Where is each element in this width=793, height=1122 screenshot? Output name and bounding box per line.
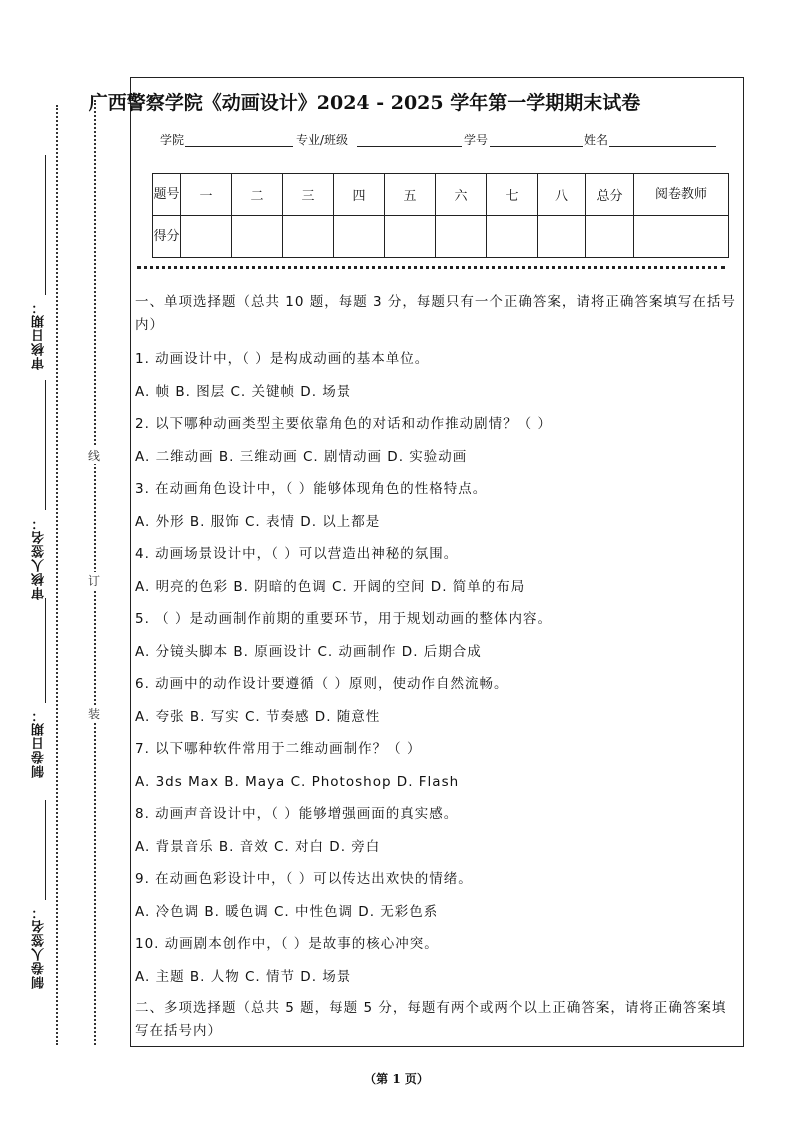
binding-char-bind: 订	[88, 574, 101, 588]
paper-maker-signature-line	[45, 800, 46, 900]
question-7-options: A. 3ds Max B. Maya C. Photoshop D. Flash	[135, 773, 460, 790]
question-1-options: A. 帧 B. 图层 C. 关键帧 D. 场景	[135, 383, 352, 400]
reviewer-signature-label: 审核人签名：	[32, 516, 47, 600]
name-label: 姓名	[584, 133, 609, 147]
review-date-label: 审核日期：	[32, 300, 47, 370]
page-number: （第 1 页）	[364, 1072, 429, 1086]
score-cell-5[interactable]	[385, 216, 436, 258]
question-1: 1. 动画设计中，（ ）是构成动画的基本单位。	[135, 351, 430, 367]
score-table	[152, 173, 729, 258]
column-1: 一	[181, 174, 232, 216]
binding-dotted-line-outer	[56, 105, 58, 1045]
name-field[interactable]	[609, 146, 716, 147]
major-class-label: 专业/班级	[296, 133, 349, 147]
grader-header: 阅卷教师	[634, 174, 729, 216]
column-2: 二	[232, 174, 283, 216]
question-5-options: A. 分镜头脚本 B. 原画设计 C. 动画制作 D. 后期合成	[135, 643, 482, 660]
score-cell-1[interactable]	[181, 216, 232, 258]
question-number-header: 题号	[153, 174, 181, 216]
question-8-options: A. 背景音乐 B. 音效 C. 对白 D. 旁白	[135, 838, 381, 855]
review-date-line	[45, 155, 46, 295]
major-class-field[interactable]	[357, 146, 462, 147]
score-table-score-row	[153, 216, 729, 258]
question-8: 8. 动画声音设计中，（ ）能够增强画面的真实感。	[135, 806, 459, 822]
question-7: 7. 以下哪种软件常用于二维动画制作？（ ）	[135, 741, 422, 757]
reviewer-signature-line	[45, 380, 46, 510]
question-5: 5. （ ）是动画制作前期的重要环节，用于规划动画的整体内容。	[135, 611, 552, 627]
score-cell-7[interactable]	[487, 216, 538, 258]
score-cell-4[interactable]	[334, 216, 385, 258]
question-4-options: A. 明亮的色彩 B. 阴暗的色调 C. 开阔的空间 D. 简单的布局	[135, 578, 526, 595]
exam-title: 广西警察学院《动画设计》2024 - 2025 学年第一学期期末试卷	[88, 92, 641, 114]
score-cell-2[interactable]	[232, 216, 283, 258]
question-4: 4. 动画场景设计中，（ ）可以营造出神秘的氛围。	[135, 546, 459, 562]
paper-date-line	[45, 598, 46, 703]
column-6: 六	[436, 174, 487, 216]
college-label: 学院	[160, 133, 185, 147]
paper-date-label: 制卷日期：	[32, 708, 47, 778]
column-3: 三	[283, 174, 334, 216]
question-9-options: A. 冷色调 B. 暖色调 C. 中性色调 D. 无彩色系	[135, 903, 439, 920]
paper-maker-signature-label: 制卷人签名：	[32, 905, 47, 989]
student-id-field[interactable]	[490, 146, 583, 147]
column-7: 七	[487, 174, 538, 216]
section-2-heading: 二、多项选择题（总共 5 题，每题 5 分，每题有两个或两个以上正确答案，请将正确答案填写在括号内）	[135, 1000, 727, 1039]
question-3-options: A. 外形 B. 服饰 C. 表情 D. 以上都是	[135, 513, 381, 530]
dotted-separator	[137, 266, 725, 269]
column-5: 五	[385, 174, 436, 216]
question-2-options: A. 二维动画 B. 三维动画 C. 剧情动画 D. 实验动画	[135, 448, 468, 465]
column-8: 八	[538, 174, 586, 216]
question-3: 3. 在动画角色设计中，（ ）能够体现角色的性格特点。	[135, 481, 488, 497]
score-cell-8[interactable]	[538, 216, 586, 258]
score-cell-6[interactable]	[436, 216, 487, 258]
score-cell-3[interactable]	[283, 216, 334, 258]
column-4: 四	[334, 174, 385, 216]
question-2: 2. 以下哪种动画类型主要依靠角色的对话和动作推动剧情？（ ）	[135, 416, 552, 432]
section-1-heading: 一、单项选择题（总共 10 题，每题 3 分，每题只有一个正确答案，请将正确答案填写在括号内）	[135, 294, 736, 333]
question-10-options: A. 主题 B. 人物 C. 情节 D. 场景	[135, 968, 352, 985]
question-6-options: A. 夸张 B. 写实 C. 节奏感 D. 随意性	[135, 708, 381, 725]
score-row-label: 得分	[153, 216, 181, 258]
college-field[interactable]	[185, 146, 293, 147]
student-id-label: 学号	[464, 133, 489, 147]
question-10: 10. 动画剧本创作中，（ ）是故事的核心冲突。	[135, 936, 439, 952]
question-6: 6. 动画中的动作设计要遵循（ ）原则，使动作自然流畅。	[135, 676, 509, 692]
score-table-header-row	[153, 174, 729, 216]
binding-char-install: 装	[88, 707, 101, 721]
score-cell-total[interactable]	[586, 216, 634, 258]
exam-body	[135, 291, 740, 1043]
question-9: 9. 在动画色彩设计中，（ ）可以传达出欢快的情绪。	[135, 871, 473, 887]
binding-char-line: 线	[88, 449, 101, 463]
total-score-header: 总分	[586, 174, 634, 216]
score-cell-grader[interactable]	[634, 216, 729, 258]
